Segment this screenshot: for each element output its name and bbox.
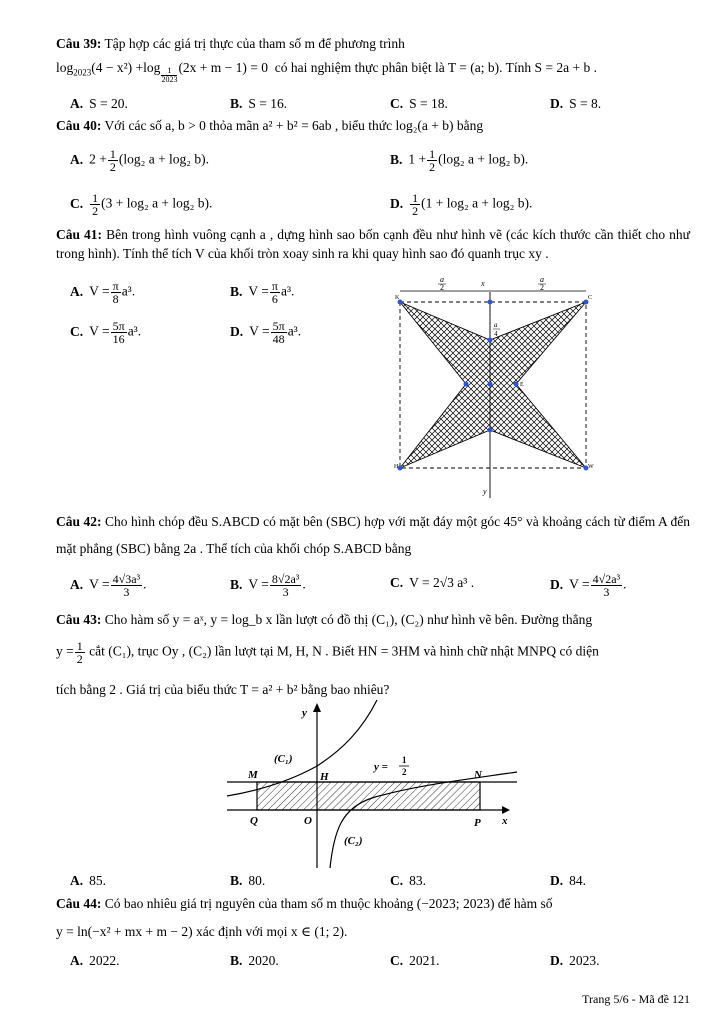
q43-option-a[interactable]: A. 85. bbox=[70, 873, 106, 888]
q40-label: Câu 40: bbox=[56, 118, 102, 133]
star-shape bbox=[400, 302, 586, 468]
q39-line2-tail: có hai nghiệm thực phân biệt là T = (a; b). Tính S = 2a + b . bbox=[274, 60, 598, 75]
q40-option-a[interactable]: A. 2 + $\frac{1}{2}$ (log₂ a + log₂ b). bbox=[70, 147, 210, 174]
q40-text: Với các số a, b > 0 thỏa mãn a² + b² = 6ab , biểu thức log₂(a + b) bằng bbox=[104, 118, 484, 133]
q41-text: Bên trong hình vuông cạnh a , dựng hình sao bốn cạnh đều như hình vẽ (các kích thước cần thiết cho như trong hình). Tính thể tích V của khối tròn xoay sinh ra khi quay hình sao đó quanh trục xy . bbox=[56, 227, 690, 261]
star-figure bbox=[390, 272, 606, 500]
q41-label: Câu 41: bbox=[56, 227, 103, 242]
q39-option-c[interactable]: C. S = 18. bbox=[390, 96, 448, 111]
question-44 bbox=[56, 894, 690, 913]
q39-equation: $\log_{2023}(4 - x^2) +\log$ $\frac{1}{2023}$ (2x + m − 1) = 0 có hai nghiệm thực phân biệt là T = (a; b). Tính S = 2a + b . bbox=[56, 60, 598, 84]
q39-label: Câu 39: bbox=[56, 36, 102, 51]
q44-option-c[interactable]: C. 2021. bbox=[390, 953, 440, 968]
point-label-h: H bbox=[394, 464, 399, 470]
q39-option-d[interactable]: D. S = 8. bbox=[550, 96, 602, 111]
question-39 bbox=[56, 34, 690, 53]
q41-option-b[interactable]: B. V = $\frac{\pi}{6}$ a³. bbox=[230, 279, 295, 306]
function-graph bbox=[222, 700, 522, 870]
point-h-label: H bbox=[320, 771, 329, 783]
q43-option-b[interactable]: B. 80. bbox=[230, 873, 266, 888]
q44-label: Câu 44: bbox=[56, 896, 102, 911]
q43-line2: y = $\frac{1}{2}$ cắt (C₁), trục Oy , (C₂) lần lượt tại M, H, N . Biết HN = 3HM và hình chữ nhật MNPQ có diện bbox=[56, 639, 599, 666]
q39-option-b[interactable]: B. S = 16. bbox=[230, 96, 288, 111]
y-axis-label: y bbox=[302, 707, 307, 719]
dim-left-den: 2 bbox=[440, 283, 444, 292]
dim-side-num: a bbox=[494, 321, 498, 329]
point-label-e: E bbox=[520, 382, 524, 388]
q42-text: Cho hình chóp đều S.ABCD có mặt bên (SBC) hợp với mặt đáy một góc 45° và khoảng cách từ điểm A đến mặt phẳng (SBC) bằng 2a . Thể tích của khối chóp S.ABCD bằng bbox=[56, 514, 691, 556]
q39-option-a[interactable]: A. S = 20. bbox=[70, 96, 128, 111]
c2-label: (C₂) bbox=[344, 835, 363, 847]
point-o-label: O bbox=[304, 815, 312, 827]
question-43 bbox=[56, 610, 690, 629]
q43-label: Câu 43: bbox=[56, 612, 102, 627]
point-p-label: P bbox=[474, 817, 481, 829]
question-41 bbox=[56, 225, 690, 263]
point-label-w: W bbox=[588, 464, 594, 470]
q41-option-d[interactable]: D. V = $\frac{5\pi}{48}$ a³. bbox=[230, 319, 302, 346]
q42-label: Câu 42: bbox=[56, 514, 102, 529]
axis-x-label: x bbox=[481, 279, 485, 288]
c1-label: (C₁) bbox=[274, 753, 293, 765]
x-axis-label: x bbox=[502, 815, 508, 827]
q39-line1: Tập hợp các giá trị thực của tham số m để phương trình bbox=[104, 36, 405, 51]
point-label-k: K bbox=[395, 295, 400, 301]
q44-option-d[interactable]: D. 2023. bbox=[550, 953, 600, 968]
axis-y-label: y bbox=[483, 487, 487, 496]
q40-option-c[interactable]: C. $\frac{1}{2}$ (3 + log₂ a + log₂ b). bbox=[70, 191, 213, 218]
line-label-num: 1 bbox=[402, 755, 407, 765]
point-n-label: N bbox=[474, 769, 482, 781]
question-40 bbox=[56, 116, 690, 135]
point-label-c: C bbox=[588, 295, 593, 301]
q42-option-c[interactable]: C. V = 2√3 a³ . bbox=[390, 575, 475, 590]
line-label-den: 2 bbox=[402, 767, 407, 777]
dim-right-den: 2 bbox=[540, 283, 544, 292]
line-label-pre: y = bbox=[374, 761, 388, 773]
rectangle-mnpq bbox=[257, 782, 480, 810]
dim-side-den: 4 bbox=[494, 330, 498, 338]
q42-option-a[interactable]: A. V = $\frac{\text{4√3a³}}{3}$ . bbox=[70, 572, 147, 599]
q41-option-c[interactable]: C. V = $\frac{5\pi}{16}$ a³. bbox=[70, 319, 142, 346]
q43-option-c[interactable]: C. 83. bbox=[390, 873, 426, 888]
q42-option-d[interactable]: D. V = $\frac{\text{4√2a³}}{3}$ . bbox=[550, 572, 627, 599]
q41-option-a[interactable]: A. V = $\frac{\pi}{8}$ a³. bbox=[70, 279, 136, 306]
q40-option-b[interactable]: B. 1 + $\frac{1}{2}$ (log₂ a + log₂ b). bbox=[390, 147, 529, 174]
q40-option-d[interactable]: D. $\frac{1}{2}$ (1 + log₂ a + log₂ b). bbox=[390, 191, 533, 218]
q43-option-d[interactable]: D. 84. bbox=[550, 873, 586, 888]
q44-line1: Có bao nhiêu giá trị nguyên của tham số m thuộc khoảng (−2023; 2023) để hàm số bbox=[104, 896, 553, 911]
q44-option-b[interactable]: B. 2020. bbox=[230, 953, 279, 968]
page-footer: Trang 5/6 - Mã đề 121 bbox=[582, 992, 690, 1006]
q44-line2: y = ln(−x² + mx + m − 2) xác định với mọi x ∈ (1; 2). bbox=[56, 924, 348, 939]
q44-option-a[interactable]: A. 2022. bbox=[70, 953, 120, 968]
q43-line3: tích bằng 2 . Giá trị của biểu thức T = a² + b² bằng bao nhiêu? bbox=[56, 682, 390, 697]
question-42 bbox=[56, 508, 690, 562]
point-q-label: Q bbox=[250, 815, 258, 827]
q42-option-b[interactable]: B. V = $\frac{\text{8√2a³}}{3}$ . bbox=[230, 572, 306, 599]
q43-line1: Cho hàm số y = aˣ, y = log_b x lần lượt có đồ thị (C₁), (C₂) như hình vẽ bên. Đường thẳng bbox=[104, 612, 593, 627]
dim-right-num: a bbox=[540, 275, 544, 284]
point-m-label: M bbox=[248, 769, 258, 781]
dim-left-num: a bbox=[440, 275, 444, 284]
